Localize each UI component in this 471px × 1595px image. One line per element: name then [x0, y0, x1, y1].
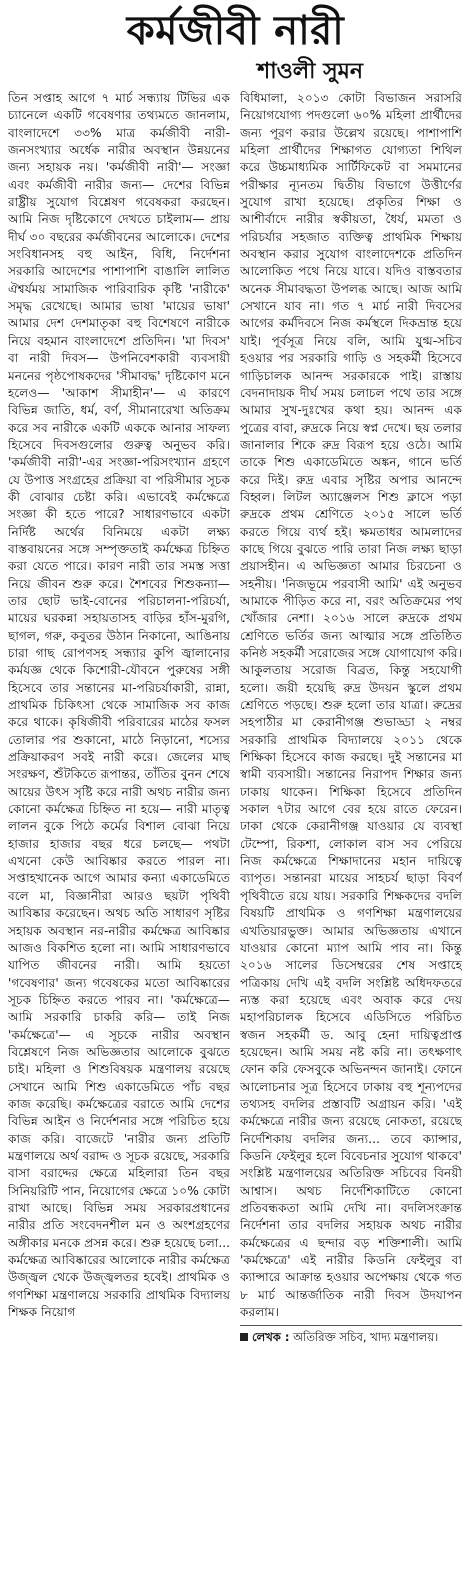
article-paragraph: তিন সপ্তাহ আগে ৭ মার্চ সন্ধ্যায় টিভির এক চ্যানেলে একটি গবেষণার তথ্যমতে জানলাম, বাংলাদেশে ৩৩% মাত্র কর্মজীবী নারী-জনসংখ্যার অর্ধেক নারীর অবস্থান উন্নয়নের জন্য সহায়ক নয়। 'কর্মজীবী নারী'— সংজ্ঞা এবং কর্মজীবী নারীর জন্য— দেশের বিভিন্ন রাষ্ট্রীয় সুযোগ বিশ্লেষণ গবেষকরা করছেন। আমি নিজ দৃষ্টিকোণে দেখতে চাইলাম— প্রায় দীর্ঘ ৩০ বছরের কর্মজীবনের আলোকে। দেশের সংবিধানসহ বহু আইন, বিধি, নির্দেশনা সরকারি আদেশের পাশাপাশি বাঙালি লালিত ঐশ্বর্যময় সামাজিক পারিবারিক কৃষ্টি 'নারীকে' সমৃদ্ধ রেখেছে। আমার ভাষা 'মায়ের ভাষা' আমার দেশ দেশমাতৃকা বহু বিশেষণে নারীকে নিয়ে বহমান বাংলাদেশে প্রতিদিন। 'মা দিবস' বা নারী দিবস— উপনিবেশকারী ব্যবসায়ী মননের পৃষ্ঠপোষকদের 'সীমাবদ্ধ' দৃষ্টিকোণ মনে হলেও— 'আকাশ সীমাহীন'— এ কারণে বিভিন্ন জাতি, ধর্ম, বর্ণ, সীমানারেখা অতিক্রম করে সব নারীকে একটি এককে আনার সাফল্য হিসেবে দিবসগুলোর গুরুত্ব অনুভব করি। 'কর্মজীবী নারী'-এর সংজ্ঞা-পরিসংখ্যান গ্রহণে যে উপাত্ত সংগ্রহের প্রক্রিয়া বা পরিসীমার সূচক কী বোঝার চেষ্টা করি। এভাবেই কর্মক্ষেত্রে সংজ্ঞা কী হতে পারে? সাধারণভাবে একটা নির্দিষ্ট অর্থের বিনিময়ে একটা লক্ষ্য বাস্তবায়নের সঙ্গে সম্পৃক্ততাই কর্মক্ষেত্র চিহ্নিত করা যেতে পারে। কারণ নারী তার সমস্ত সত্তা নিয়ে জীবন শুরু করে। শৈশবের শিশুকন্যা— তার ছোট ভাই-বোনের পরিচালনা-পরিচর্যা, মায়ের ঘরকন্না সহায়তাসহ বাড়ির হাঁস-মুরগি, ছাগল, গরু, কবুতর উঠান নিকানো, আঙিনায় চারা গাছ রোপণসহ সন্ধ্যার কুপি জ্বালানোর কর্মযজ্ঞ থেকে কিশোরী-যৌবনে পুরুষের সঙ্গী হিসেবে তার সন্তানের মা-পরিচর্যাকারী, রান্না, প্রাথমিক চিকিৎসা থেকে সামাজিক সব কাজ করে থাকে। কৃষিজীবী পরিবারের মাঠের ফসল তোলার পর শুকানো, মাঠে নিড়ানো, শস্যের প্রক্রিয়াকরণ সবই নারী করে। জেলের মাছ সংরক্ষণ, শুঁটকিতে রূপান্তর, তাঁতির বুনন শেষে আয়ের উৎস সৃষ্টি করে নারী অথচ নারীর জন্য কোনো কর্মক্ষেত্র চিহ্নিত না হয়ে— নারী মাতৃত্ব লালন বুকে পিঠে কর্মের বিশাল বোঝা নিয়ে হাজার হাজার বছর ধরে চলছে— পথটা এখনো কেউ আবিষ্কার করতে পারল না। সপ্তাহখানেক আগে আমার কন্যা একাডেমিতে বলে মা, বিজ্ঞানীরা আরও ছয়টা পৃথিবী আবিষ্কার করেছেন। অথচ অতি সাধারণ সৃষ্টির সহায়ক অবস্থান নর-নারীর কর্মক্ষেত্র আবিষ্কার আজও বিকশিত হলো না। আমি সাধারণভাবে যাপিত জীবনের নারী। আমি হয়তো 'গবেষণার' জন্য গবেষকের মতো আবিষ্কারের সূচক চিহ্নিত করতে পারব না। 'কর্মক্ষেত্রে— আমি সরকারি চাকরি করি— তাই নিজ 'কর্মক্ষেত্রে'— এ সূচকে নারীর অবস্থান বিশ্লেষণে নিজ অভিজ্ঞতার আলোকে বুঝতে চাই। মহিলা ও শিশুবিষয়ক মন্ত্রণালয় রয়েছে সেখানে আমি শিশু একাডেমিতে পাঁচ বছর কাজ করেছি। কর্মক্ষেত্রের বরাতে আমি দেশের বিভিন্ন আইন ও নির্দেশনার সঙ্গে পরিচিত হয়ে কাজ করি। বাজেটে 'নারীর জন্য প্রতিটি মন্ত্রণালয়ে অর্থ বরাদ্দ ও সূচক রয়েছে, সরকারি বাসা বরাদ্দের ক্ষেত্রে মহিলারা তিন বছর সিনিয়রিটি পান, নিয়োগের ক্ষেত্রে ১০% কোটা রাখা আছে। বিভিন্ন সময় সরকারপ্রধানের নারীর প্রতি সংবেদনশীল মন ও অংশগ্রহণের অঙ্গীকার মনকে প্রসন্ন করে। শুরু হয়েছে চলা... কর্মক্ষেত্র আবিষ্কারের আলোকে নারীর কর্মক্ষেত্র উজ্জ্বল থেকে উজ্জ্বলতর হবেই। প্রাথমিক ও গণশিক্ষা মন্ত্রণালয়ে সরকারি প্রাথমিক বিদ্যালয় শিক্ষক নিয়োগ: [8, 91, 230, 1320]
article-columns: [8, 90, 463, 1595]
square-bullet-icon: [240, 1333, 248, 1341]
author-note-text: অতিরিক্ত সচিব, খাদ্য মন্ত্রণালয়।: [293, 1330, 439, 1345]
author-name: শাওলী সুমন: [257, 59, 363, 84]
author-note-label: লেখক :: [252, 1330, 290, 1345]
article-column-right: [240, 90, 462, 1595]
article-column-left: [8, 90, 230, 1595]
author-note: [240, 1325, 462, 1345]
article-paragraph: বিধিমালা, ২০১৩ কোটা বিভাজন সরাসরি নিয়োগযোগ্য পদগুলো ৬০% মহিলা প্রার্থীদের জন্য পূরণ করার উল্লেখ রয়েছে। পাশাপাশি মহিলা প্রার্থীদের শিক্ষাগত যোগ্যতা শিথিল করে উচ্চমাধ্যমিক সার্টিফিকেট বা সমমানের পরীক্ষার ন্যূনতম দ্বিতীয় বিভাগে উত্তীর্ণের সুযোগ রাখা হয়েছে। প্রকৃতির শিক্ষা ও আশীর্বাদে নারীর স্বকীয়তা, ধৈর্য, মমতা ও পরিচর্যার সহজাত ব্যক্তিত্ব প্রাথমিক শিক্ষায় অবস্থান করার সুযোগ বাংলাদেশকে প্রতিদিন আলোকিত পথে নিয়ে যাবে। যদিও বাস্তবতার অনেক সীমাবদ্ধতা উপলব্ধ আছে। আজ আমি সেখানে যাব না। গত ৭ মার্চ নারী দিবসের আগের কর্মদিবসে নিজ কর্মস্থলে দিকভ্রান্ত হয়ে যাই। পূর্বসূত্র নিয়ে বলি, আমি যুগ্ম-সচিব হওয়ার পর সরকারি গাড়ি ও সহকর্মী হিসেবে গাড়িচালক আনন্দ সরকারকে পাই। রাস্তায় বেদনাদায়ক দীর্ঘ সময় চলাচল পথে তার সঙ্গে আমার সুখ-দুঃখের কথা হয়। আনন্দ এক পুত্রের বাবা, রুদ্রকে নিয়ে স্বপ্ন দেখে। ছয় তলার জানালার শিকে রুদ্র বিরূপ হয়ে ওঠে। আমি তাকে শিশু একাডেমিতে অঙ্কন, গানে ভর্তি করে দিই। রুদ্র এবার সৃষ্টির অপার আনন্দে বিহ্বল। লিটল অ্যাঞ্জেলস শিশু ক্লাসে পড়া রুদ্রকে প্রথম শ্রেণিতে ২০১৫ সালে ভর্তি করতে গিয়ে ব্যর্থ হই। ক্ষমতাধর আমলাদের কাছে গিয়ে বুঝতে পারি তারা নিজ লক্ষ্য ছাড়া প্রয়াসহীন। এ অভিজ্ঞতা আমার চিরচেনা ও সহনীয়। 'নিজভূমে পরবাসী আমি' এই অনুভব আমাকে পীড়িত করে না, বরং অতিক্রমের পথ খোঁজার নেশা। ২০১৬ সালে রুদ্রকে প্রথম শ্রেণিতে ভর্তির জন্য আত্মার সঙ্গে প্রতিষ্ঠিত কনিষ্ঠ সহকর্মী সরোজের সঙ্গে যোগাযোগ করি। আকুলতায় সরোজ বিব্রত, কিন্তু সহযোগী হলো। জয়ী হয়েছি রুদ্র উদয়ন স্কুলে প্রথম শ্রেণিতে পড়ছে। শুরু হলো তার যাত্রা। রুদ্রের সহপাঠীর মা কেরানীগঞ্জ শুভাড্ডা ২ নম্বর সরকারি প্রাথমিক বিদ্যালয়ে ২০১১ থেকে শিক্ষিকা হিসেবে কাজ করছে। দুই সন্তানের মা স্বামী ব্যবসায়ী। সন্তানের নিরাপদ শিক্ষার জন্য ঢাকায় থাকেন। শিক্ষিকা হিসেবে প্রতিদিন সকাল ৭টার আগে বের হয়ে রাতে ফেরেন। ঢাকা থেকে কেরানীগঞ্জ যাওয়ার যে ব্যবস্থা টেম্পো, রিকশা, লোকাল বাস সব পেরিয়ে নিজ কর্মক্ষেত্রে শিক্ষাদানের মহান দায়িত্বে ব্যাপৃত। সন্তানরা মায়ের সাহচর্য ছাড়া বিবর্ণ পৃথিবীতে রয়ে যায়। সরকারি শিক্ষকদের বদলি বিষয়টি প্রাথমিক ও গণশিক্ষা মন্ত্রণালয়ের এখতিয়ারভুক্ত। আমার অভিজ্ঞতায় এখানে যাওয়ার কোনো ম্যাপ আমি পাব না। কিন্তু ২০১৬ সালের ডিসেম্বরের শেষ সপ্তাহে পত্রিকায় দেখি এই বদলি সংশ্লিষ্ট অধিদফতরে ন্যস্ত করা হয়েছে এবং অবাক করে দেয় মহাপরিচালক হিসেবে এডিসিতে পরিচিত স্বজন সহকর্মী ড. আবু হেনা দায়িত্বপ্রাপ্ত হয়েছেন। আমি সময় নষ্ট করি না। তৎক্ষণাৎ ফোন করি ফেসবুকে অভিনন্দন জানাই। ফোনে আলোচনার সূত্র হিসেবে ঢাকায় বহু শূন্যপদের তথ্যসহ বদলির প্রস্তাবটি অগ্রায়ন করি। 'এই কর্মক্ষেত্রে নারীর জন্য রয়েছে নোকতা, রয়েছে নির্দেশিকায় বদলির জন্য... তবে ক্যান্সার, কিডনি ফেইলুর হলে বিবেচনার সুযোগ থাকবে' সংশ্লিষ্ট মন্ত্রণালয়ের অতিরিক্ত সচিবের বিনয়ী আশ্বাস। অথচ নির্দেশিকাটিতে কোনো প্রতিবন্ধকতা আমি দেখি না। বদলিসংক্রান্ত নির্দেশনা তার বদলির সহায়ক অথচ নারীর কর্মক্ষেত্রের এ ছন্দার বড় শক্তিশালী। আমি 'কর্মক্ষেত্রে' এই নারীর কিডনি ফেইলুর বা ক্যান্সারে আক্রান্ত হওয়ার অপেক্ষায় থেকে গত ৮ মার্চ আন্তর্জাতিক নারী দিবস উদযাপন করলাম।: [240, 91, 462, 1320]
byline-row: [8, 52, 463, 90]
article-headline: কর্মজীবী নারী: [126, 8, 345, 54]
